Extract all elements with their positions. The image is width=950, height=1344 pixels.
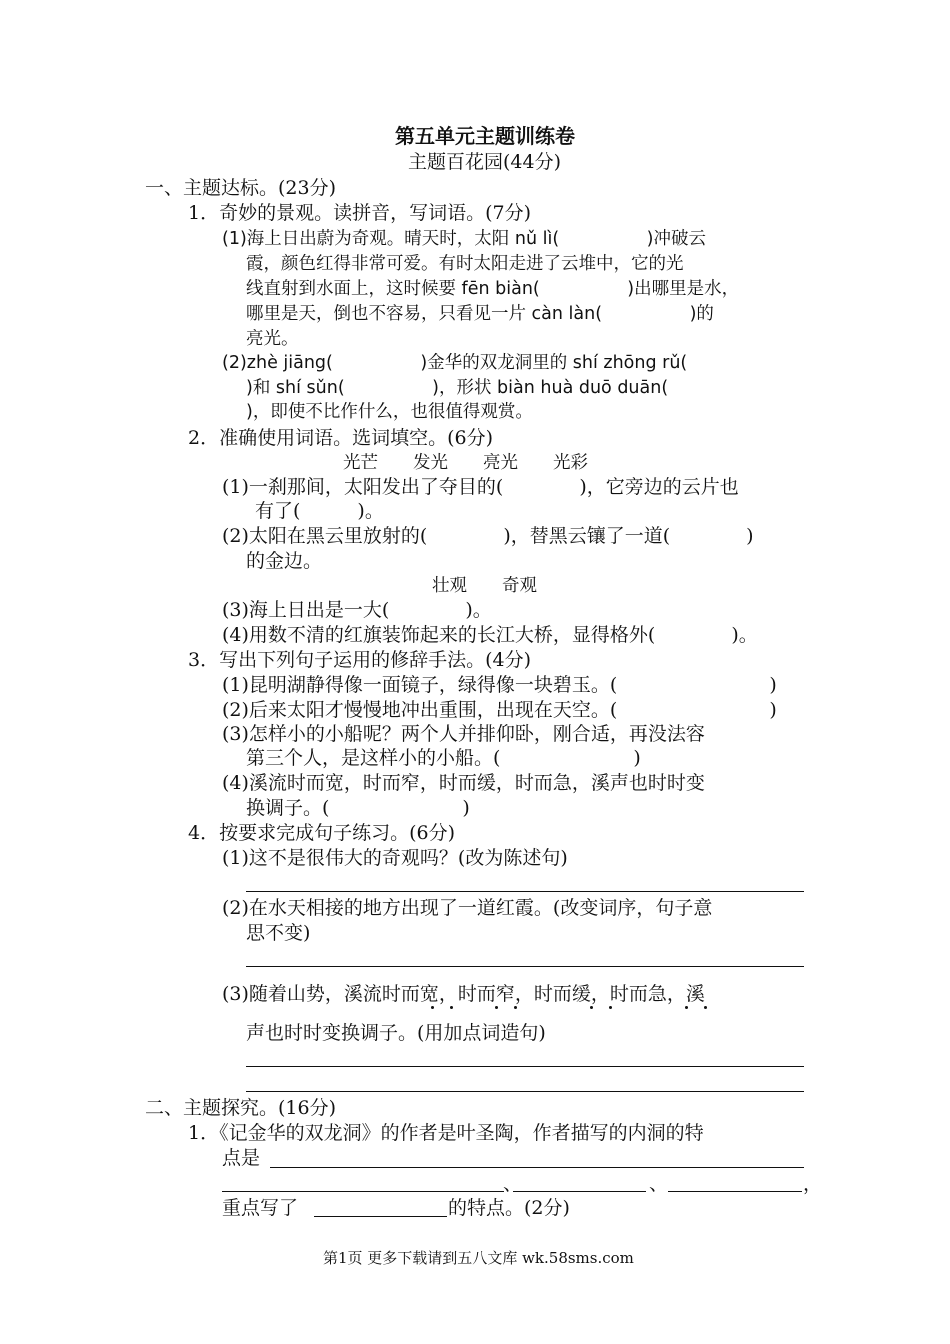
q2-item2-line1: (2)太阳在黑云里放射的( )，替黑云镶了一道( ) [222, 525, 754, 547]
q2-item4: (4)用数不清的红旗装饰起来的长江大桥，显得格外( )。 [222, 624, 758, 646]
q4-item3-line1: (3)随着山势，溪流时而宽，时而窄，时而缓，时而急，溪 [222, 983, 705, 1005]
q4-item2-line2: 思不变) [246, 922, 311, 944]
emphasis-dot [431, 1006, 434, 1009]
q2-heading: 2．准确使用词语。选词填空。(6分) [188, 427, 494, 449]
emphasis-dot [685, 1006, 688, 1009]
answer-line[interactable] [314, 1216, 447, 1217]
q2-item1-line1: (1)一刹那间，太阳发出了夺目的( )，它旁边的云片也 [222, 476, 739, 498]
q3-item3-line1: (3)怎样小的小船呢？两个人并排仰卧，刚合适，再没法容 [222, 723, 705, 745]
answer-line[interactable] [222, 1191, 504, 1192]
s2-q1-line2: 点是 [222, 1147, 261, 1169]
answer-line[interactable] [270, 1167, 804, 1168]
q3-item3-line2: 第三个人，是这样小的小船。( ) [246, 747, 641, 769]
q1-p1-line2: 霞，颜色红得非常可爱。有时太阳走进了云堆中，它的光 [246, 254, 684, 274]
q1-p2-line1: (2)zhè jiāng( )金华的双龙洞里的 shí zhōng rǔ( [222, 353, 688, 373]
q1-p1-line5: 亮光。 [246, 329, 299, 349]
q1-p1-line1: (1)海上日出蔚为奇观。晴天时，太阳 nǔ lì( )冲破云 [222, 229, 706, 249]
q2-item2-line2: 的金边。 [246, 550, 323, 572]
page-title: 第五单元主题训练卷 [395, 124, 575, 148]
emphasis-dot [495, 1006, 498, 1009]
s2-q1-line1: 1．《记金华的双龙洞》的作者是叶圣陶，作者描写的内洞的特 [188, 1122, 704, 1144]
q3-item2: (2)后来太阳才慢慢地冲出重围，出现在天空。( ) [222, 699, 777, 721]
q2-item1-line2: 有了( )。 [255, 500, 384, 522]
q2-word-options-2: 壮观 奇观 [432, 576, 537, 596]
q1-p2-line2: )和 shí sǔn( )，形状 biàn huà duō duān( [246, 378, 669, 398]
q3-item1: (1)昆明湖静得像一面镜子，绿得像一块碧玉。( ) [222, 674, 777, 696]
s2-q1-line4a: 重点写了 [222, 1197, 299, 1219]
answer-line[interactable] [246, 1091, 804, 1092]
answer-line[interactable] [513, 1191, 646, 1192]
q4-item3-line2: 声也时时变换调子。(用加点词造句) [246, 1022, 546, 1044]
answer-line[interactable] [246, 1066, 804, 1067]
emphasis-dot [450, 1006, 453, 1009]
separator: 、 [649, 1173, 669, 1195]
separator: 、 [503, 1173, 523, 1195]
section1-heading: 一、主题达标。(23分) [145, 177, 337, 199]
q3-item4-line1: (4)溪流时而宽，时而窄，时而缓，时而急，溪声也时时变 [222, 772, 705, 794]
emphasis-dot [514, 1006, 517, 1009]
s2-q1-line4b: 的特点。(2分) [448, 1197, 570, 1219]
q4-item2-line1: (2)在水天相接的地方出现了一道红霞。(改变词序，句子意 [222, 897, 713, 919]
q4-heading: 4．按要求完成句子练习。(6分) [188, 822, 456, 844]
q1-heading: 1．奇妙的景观。读拼音，写词语。(7分) [188, 202, 532, 224]
section2-heading: 二、主题探究。(16分) [145, 1097, 337, 1119]
emphasis-dot [704, 1006, 707, 1009]
page-subtitle: 主题百花园(44分) [408, 151, 562, 173]
q2-word-options-1: 光芒 发光 亮光 光彩 [343, 453, 588, 473]
separator: ， [803, 1173, 823, 1195]
q1-p1-line4: 哪里是天，倒也不容易，只看见一片 càn làn( )的 [246, 304, 714, 324]
answer-line[interactable] [668, 1191, 802, 1192]
q3-item4-line2: 换调子。( ) [246, 797, 470, 819]
q1-p2-line3: )，即使不比作什么，也很值得观赏。 [246, 402, 533, 422]
answer-line[interactable] [246, 891, 804, 892]
page-footer: 第1页 更多下载请到五八文库 wk.58sms.com [323, 1249, 634, 1267]
q1-p1-line3: 线直射到水面上，这时候要 fēn biàn( )出哪里是水， [246, 279, 740, 299]
emphasis-dot [590, 1006, 593, 1009]
answer-line[interactable] [246, 966, 804, 967]
emphasis-dot [609, 1006, 612, 1009]
q2-item3: (3)海上日出是一大( )。 [222, 599, 492, 621]
q3-heading: 3．写出下列句子运用的修辞手法。(4分) [188, 649, 532, 671]
q4-item1: (1)这不是很伟大的奇观吗？(改为陈述句) [222, 847, 568, 869]
